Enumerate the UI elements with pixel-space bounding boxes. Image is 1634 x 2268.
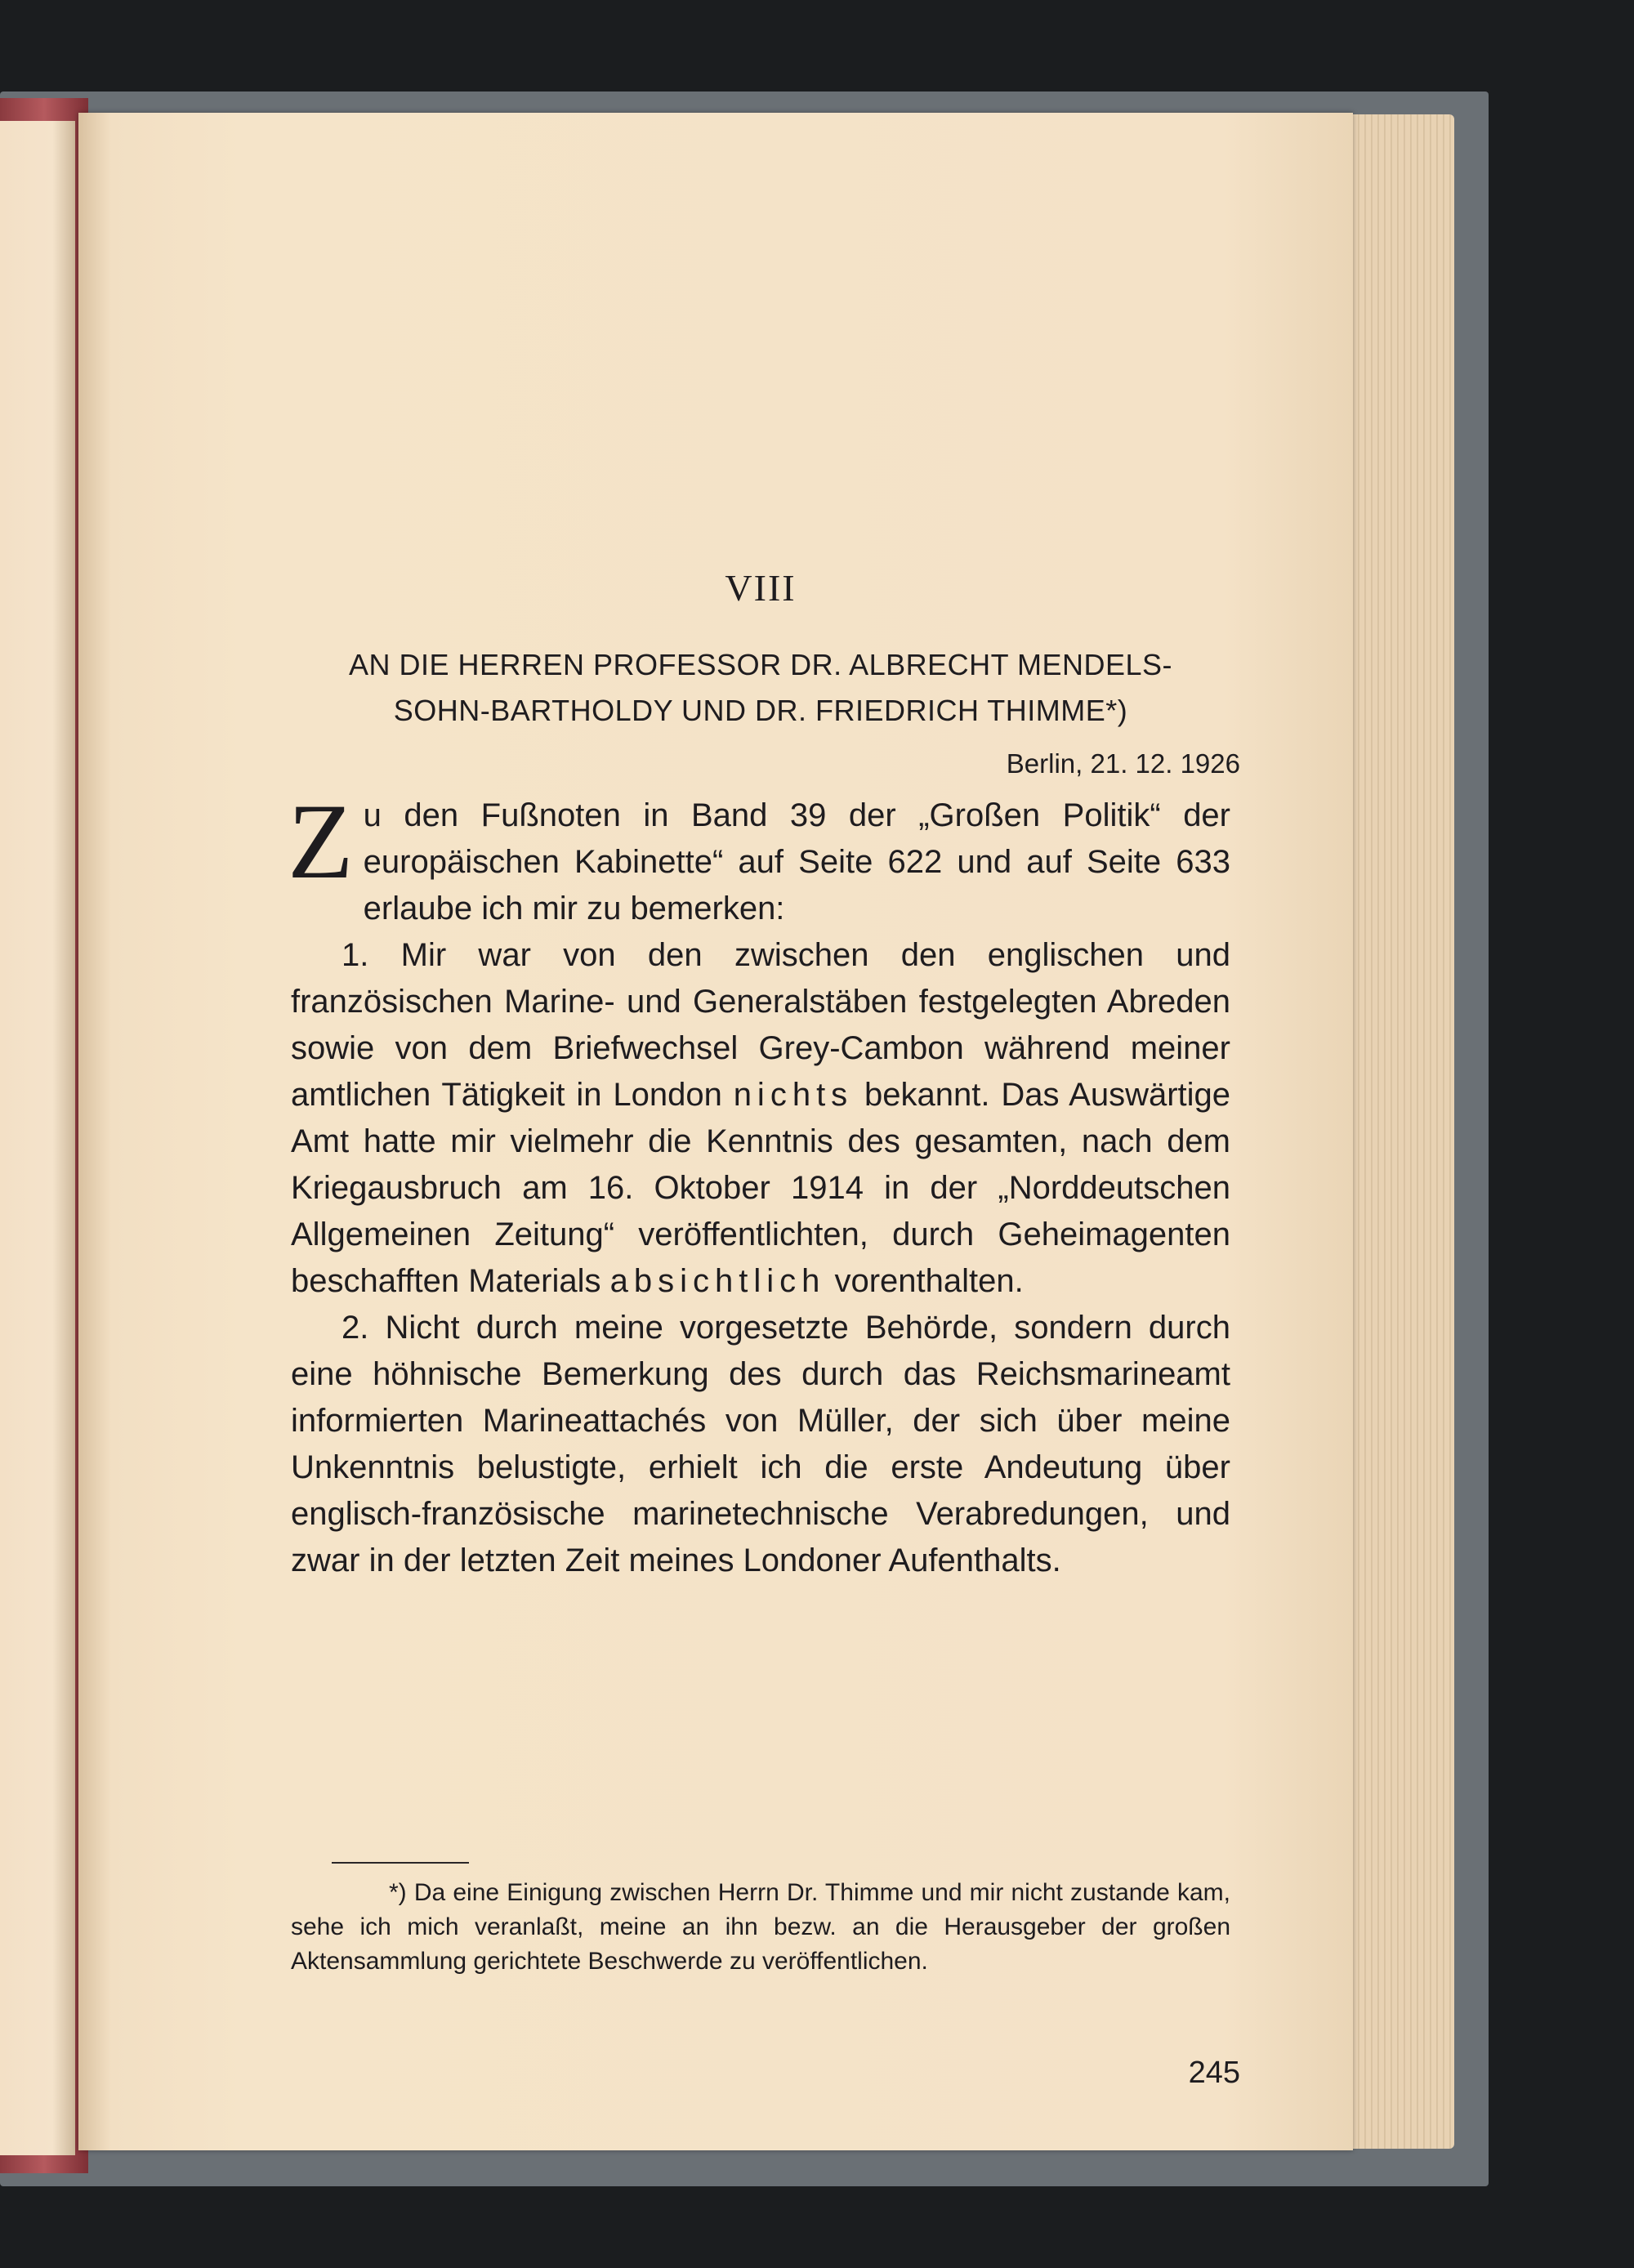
left-page-edge <box>0 121 75 2155</box>
page-number: 245 <box>1188 2056 1240 2090</box>
heading-line-1: AN DIE HERREN PROFESSOR DR. ALBRECHT MENDELS- <box>348 648 1173 681</box>
point-1-emphasis-nichts: nichts <box>733 1077 854 1113</box>
point-2-paragraph: 2. Nicht durch meine vorgesetzte Behörde, sondern durch eine höhnische Bemerkung des durch das Reichsmarineamt informierten Marineattachés von Müller, der sich über meine Unkenntnis belustigte, erhielt ich die erste Andeutung über englisch-französische marinetechnische Verabredungen, und zwar in der letzten Zeit meines Londoner Aufenthalts. <box>291 1310 1230 1578</box>
drop-cap: Z <box>288 781 354 901</box>
point-1-emphasis-absichtlich: absichtlich <box>609 1263 826 1299</box>
heading-line-2: SOHN-BARTHOLDY UND DR. FRIEDRICH THIMME*) <box>393 694 1128 727</box>
footnote-divider <box>332 1862 469 1864</box>
letter-body <box>288 781 1231 1584</box>
book-page <box>78 113 1353 2150</box>
point-1-text-c: vorenthalten. <box>825 1263 1024 1299</box>
letter-date: Berlin, 21. 12. 1926 <box>1006 748 1240 779</box>
point-1-paragraph <box>291 932 1230 1305</box>
point-1-text-b: bekannt. Das Auswärtige Amt hatte mir vielmehr die Kenntnis des gesamten, nach dem Kriegausbruch am 16. Oktober 1914 in der „Norddeutschen Allgemeinen Zeitung“ veröffentlichten, durch Geheimagenten beschafften Materials <box>291 1077 1231 1299</box>
letter-heading <box>291 642 1230 734</box>
point-1-text-a: 1. Mir war von den zwischen den englischen und französischen Marine- und Generalstäben festgelegten Abreden sowie von dem Briefwechsel Grey-Cambon während meiner amtlichen Tätigkeit in London <box>291 937 1230 1113</box>
chapter-number: VIII <box>725 567 797 609</box>
page-block-edges <box>1340 114 1454 2149</box>
footnote <box>291 1876 1230 1979</box>
footnote-text: *) Da eine Einigung zwischen Herrn Dr. Thimme und mir nicht zustande kam, sehe ich mich veranlaßt, meine an ihn bezw. an die Herausgeber der großen Aktensammlung gerichtete Beschwerde zu veröffentlichen. <box>291 1879 1230 1975</box>
intro-text: u den Fußnoten in Band 39 der „Großen Politik“ der europäischen Kabinette“ auf Seite 622 und auf Seite 633 erlaube ich mir zu bemerken: <box>363 797 1230 926</box>
intro-paragraph <box>288 781 1230 932</box>
